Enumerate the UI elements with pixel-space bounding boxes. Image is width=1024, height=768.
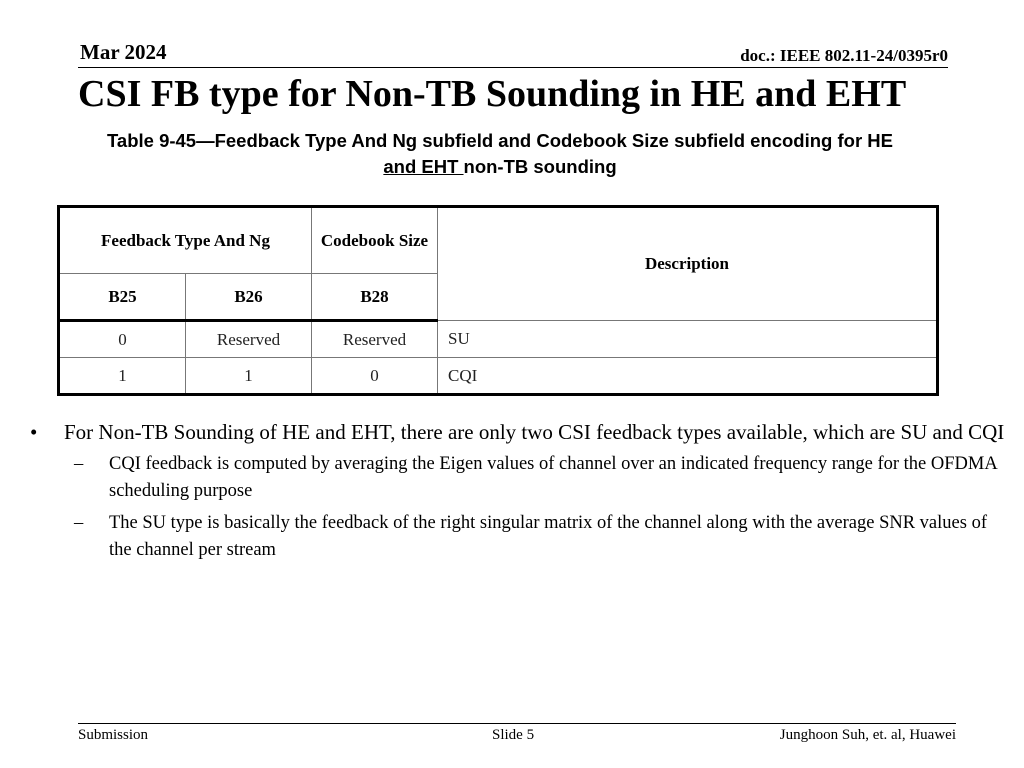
header-feedback-type: Feedback Type And Ng	[59, 207, 312, 274]
table-row	[59, 358, 938, 395]
bullet-list	[30, 418, 1005, 569]
cell-description: CQI	[438, 358, 938, 395]
footer-slide-number: Slide 5	[492, 727, 535, 743]
header-b26: B26	[186, 274, 312, 321]
dash-marker: –	[74, 513, 84, 533]
table-row	[59, 321, 938, 358]
header-codebook-size: Codebook Size	[312, 207, 438, 274]
footer-author: Junghoon Suh, et. al, Huawei	[779, 727, 956, 743]
table-caption-underlined: and EHT	[383, 156, 464, 177]
table-caption-line1: Table 9-45—Feedback Type And Ng subfield and Codebook Size subfield encoding for HE	[106, 130, 893, 151]
header-divider	[78, 67, 948, 68]
header-b25: B25	[59, 274, 186, 321]
header-b28: B28	[312, 274, 438, 321]
sub-bullet-text: CQI feedback is computed by averaging the Eigen values of channel over an indicated frequency range for the OFDMA scheduling purpose	[109, 454, 997, 501]
cell-b28: Reserved	[312, 321, 438, 358]
table-header-row	[59, 207, 938, 274]
bullet-marker: •	[30, 420, 38, 444]
slide-title: CSI FB type for Non-TB Sounding in HE and EHT	[78, 73, 907, 115]
dash-marker: –	[74, 454, 84, 474]
table-caption	[40, 128, 960, 180]
table-caption-line2	[40, 154, 960, 180]
header-description: Description	[438, 207, 938, 321]
cell-b26: Reserved	[186, 321, 312, 358]
sub-bullet-text: The SU type is basically the feedback of the right singular matrix of the channel along with the average SNR values of the channel per stream	[109, 513, 987, 560]
cell-b25: 0	[59, 321, 186, 358]
header-date: Mar 2024	[80, 40, 167, 64]
feedback-type-table	[57, 205, 939, 396]
bullet-main-text: For Non-TB Sounding of HE and EHT, there are only two CSI feedback types available, which are SU and CQI	[64, 420, 1005, 444]
cell-b28: 0	[312, 358, 438, 395]
header-doc-number: doc.: IEEE 802.11-24/0395r0	[740, 46, 948, 65]
cell-b26: 1	[186, 358, 312, 395]
cell-description: SU	[438, 321, 938, 358]
cell-b25: 1	[59, 358, 186, 395]
bullet-main	[30, 418, 1005, 447]
table-caption-rest: non-TB sounding	[463, 156, 617, 177]
footer-divider	[78, 723, 956, 724]
sub-bullet	[30, 451, 1005, 505]
footer-submission: Submission	[78, 727, 149, 743]
sub-bullet	[30, 510, 1005, 564]
